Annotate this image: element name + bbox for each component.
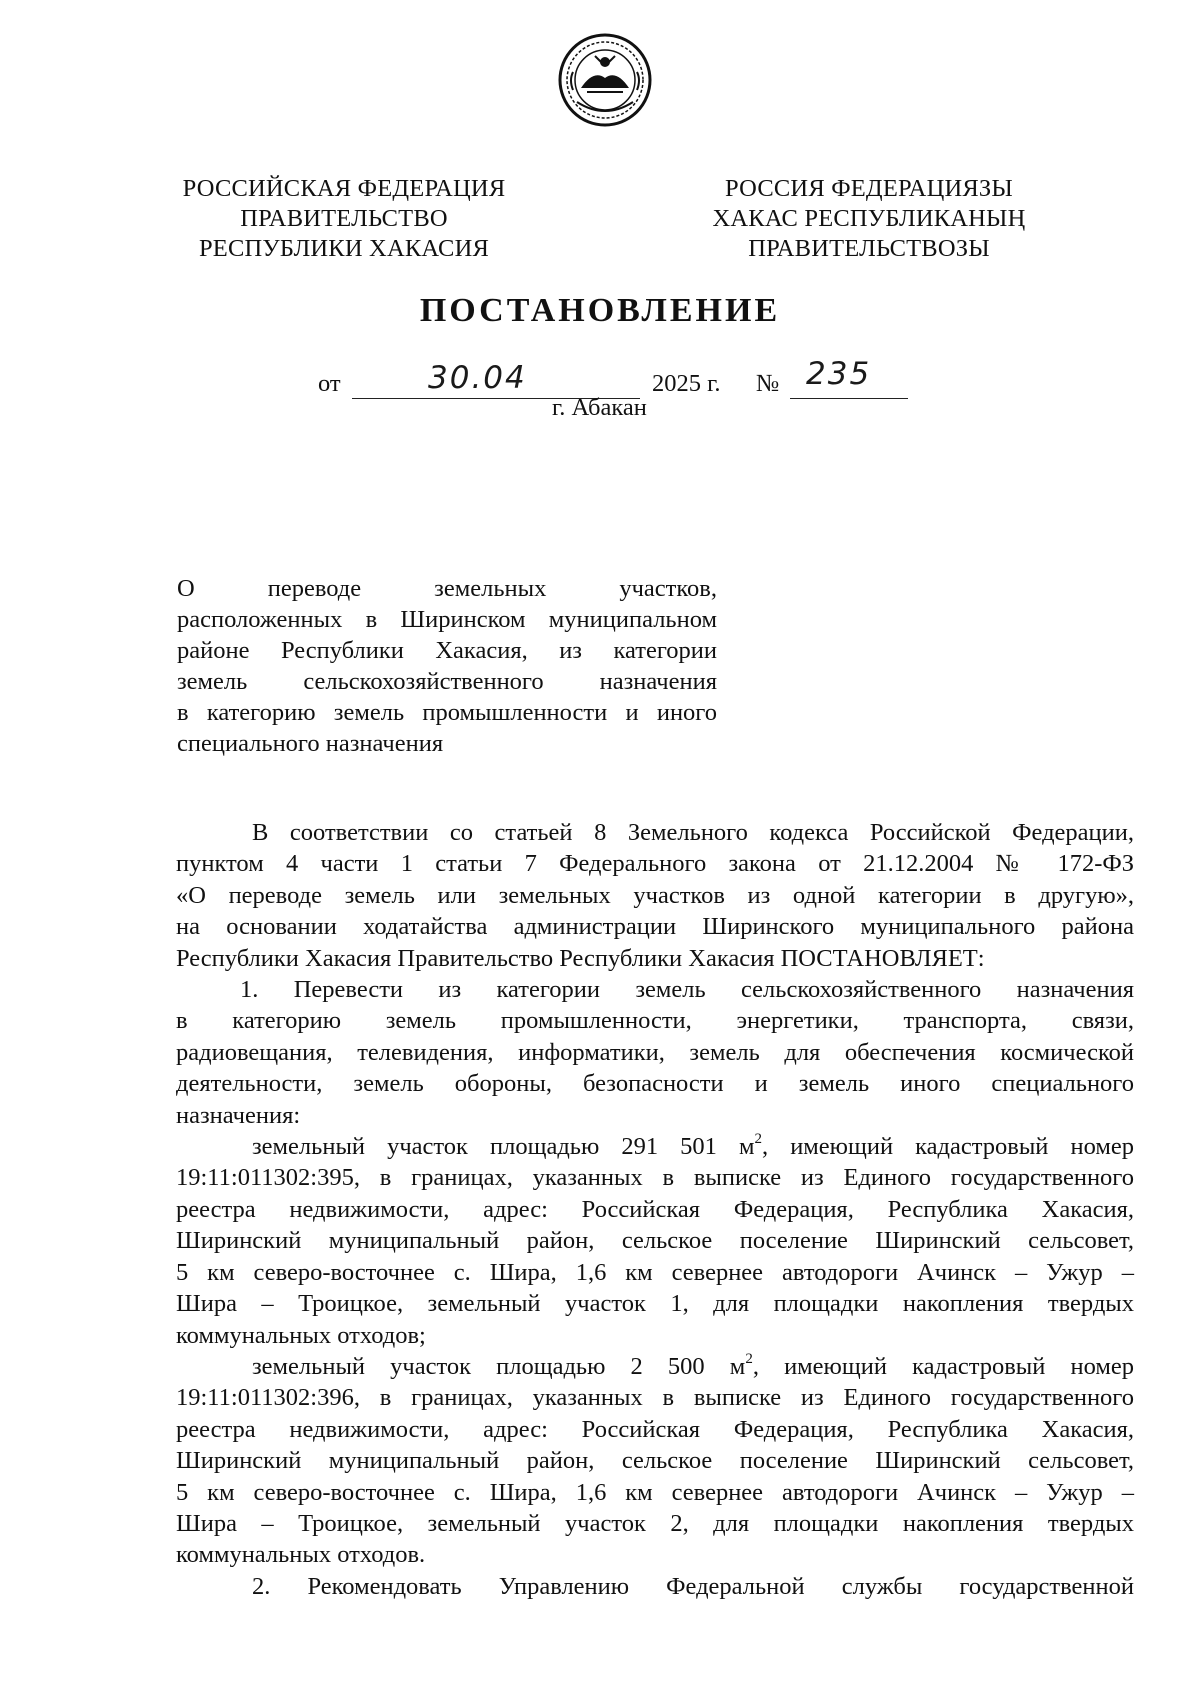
parcel1-line: 5 км северо-восточнее с. Шира, 1,6 км севернее автодороги Ачинск – Ужур – <box>176 1258 1134 1286</box>
preamble-line: Республики Хакасия Правительство Республики Хакасия ПОСТАНОВЛЯЕТ: <box>176 944 985 972</box>
item1-line: деятельности, земель обороны, безопасности и земель иного специального <box>176 1070 1134 1098</box>
year-label: 2025 г. <box>652 370 721 397</box>
parcel2-line: 19:11:011302:396, в границах, указанных в выписке из Единого государственного <box>176 1384 1134 1412</box>
date-prefix-label: от <box>318 370 341 397</box>
subject-line: районе Республики Хакасия, из категории <box>177 637 717 664</box>
preamble-line: пунктом 4 части 1 статьи 7 Федерального закона от 21.12.2004 № 172-ФЗ <box>176 850 1134 878</box>
document-body <box>176 817 1134 1602</box>
parcel1-line: 19:11:011302:395, в границах, указанных в выписке из Единого государственного <box>176 1164 1134 1192</box>
coat-of-arms-emblem <box>557 32 653 128</box>
number-underline <box>790 398 908 399</box>
parcel2-line: Ширинский муниципальный район, сельское поселение Ширинский сельсовет, <box>176 1447 1134 1475</box>
item1-line: радиовещания, телевидения, информатики, земель для обеспечения космической <box>176 1038 1134 1066</box>
header-right-block <box>688 174 1050 264</box>
handwritten-number: 235 <box>806 356 872 392</box>
parcel2-line: коммунальных отходов. <box>176 1541 426 1569</box>
preamble-line: «О переводе земель или земельных участков из одной категории в другую», <box>176 881 1134 909</box>
handwritten-date: 30.04 <box>428 360 527 396</box>
square-superscript: 2 <box>754 1130 762 1147</box>
parcel1-line: Ширинский муниципальный район, сельское поселение Ширинский сельсовет, <box>176 1227 1134 1255</box>
header-left-line: РОССИЙСКАЯ ФЕДЕРАЦИЯ <box>182 175 506 202</box>
subject-line: в категорию земель промышленности и иного <box>177 699 717 726</box>
header-left-line: РЕСПУБЛИКИ ХАКАСИЯ <box>198 235 490 262</box>
header-left-line: ПРАВИТЕЛЬСТВО <box>240 205 448 232</box>
number-sign-label: № <box>756 370 780 397</box>
parcel1-tail-text: , имеющий кадастровый номер <box>762 1133 1135 1161</box>
header-right-line: РОССИЯ ФЕДЕРАЦИЯЗЫ <box>725 175 1013 202</box>
document-subject <box>177 573 717 759</box>
header-left-block <box>168 174 520 264</box>
item1-line: назначения: <box>176 1101 301 1129</box>
parcel2-first-line <box>176 1351 1134 1382</box>
header-right-line: ХАКАС РЕСПУБЛИКАНЫҢ <box>712 205 1026 232</box>
preamble-line: на основании ходатайства администрации Ширинского муниципального района <box>176 913 1134 941</box>
parcel1-line: коммунальных отходов; <box>176 1321 426 1349</box>
parcel2-tail-text: , имеющий кадастровый номер <box>752 1352 1135 1380</box>
parcel2-area-text: земельный участок площадью 2 500 м <box>252 1352 746 1380</box>
parcel1-line: реестра недвижимости, адрес: Российская Федерация, Республика Хакасия, <box>176 1195 1134 1223</box>
parcel2-line: реестра недвижимости, адрес: Российская Федерация, Республика Хакасия, <box>176 1415 1134 1443</box>
parcel1-first-line <box>176 1131 1134 1162</box>
subject-line: О переводе земельных участков, <box>177 575 717 602</box>
parcel2-line: 5 км северо-восточнее с. Шира, 1,6 км севернее автодороги Ачинск – Ужур – <box>176 1478 1134 1506</box>
item1-line: в категорию земель промышленности, энергетики, транспорта, связи, <box>176 1007 1134 1035</box>
item1-line: 1. Перевести из категории земель сельскохозяйственного назначения <box>240 976 1134 1004</box>
subject-line: расположенных в Ширинском муниципальном <box>177 606 717 633</box>
header-right-line: ПРАВИТЕЛЬСТВОЗЫ <box>748 235 990 262</box>
document-type-title: ПОСТАНОВЛЕНИЕ <box>419 292 781 329</box>
parcel1-line: Шира – Троицкое, земельный участок 1, для площадки накопления твердых <box>176 1290 1134 1318</box>
preamble-line: В соответствии со статьей 8 Земельного кодекса Российской Федерации, <box>252 819 1134 846</box>
subject-line: земель сельскохозяйственного назначения <box>177 668 717 695</box>
subject-line: специального назначения <box>177 730 444 757</box>
square-superscript: 2 <box>745 1350 753 1367</box>
parcel2-line: Шира – Троицкое, земельный участок 2, для площадки накопления твердых <box>176 1509 1134 1537</box>
parcel1-area-text: земельный участок площадью 291 501 м <box>252 1133 755 1161</box>
item2-line: 2. Рекомендовать Управлению Федеральной службы государственной <box>252 1572 1134 1600</box>
city-label: г. Абакан <box>552 394 647 421</box>
